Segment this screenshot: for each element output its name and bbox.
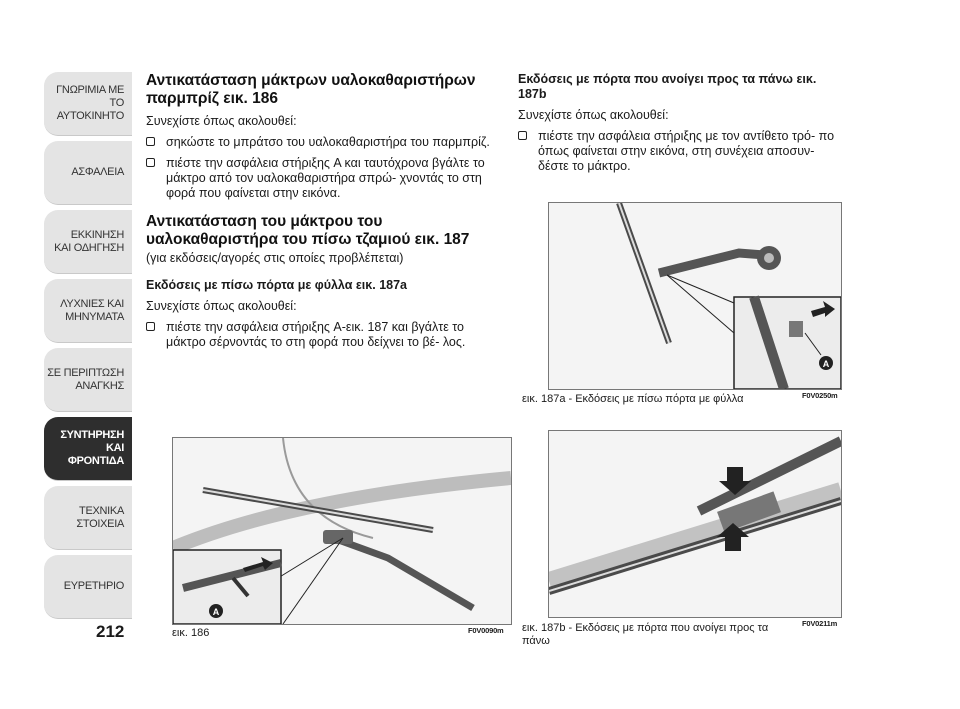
- bullet-text: σηκώστε το μπράτσο του υαλοκαθαριστήρα του παρμπρίζ.: [166, 135, 490, 149]
- figure-caption: εικ. 187a - Εκδόσεις με πίσω πόρτα με φύλλα: [522, 393, 744, 405]
- figure-187b: [548, 430, 842, 618]
- list-item: [146, 156, 504, 201]
- bullet-text: πιέστε την ασφάλεια στήριξης A και ταυτόχρονα βγάλτε το μάκτρο από τον υαλοκαθαριστήρα σπρώ- χνοντάς το στη φορά που φαίνεται στην εικόνα.: [166, 156, 485, 200]
- section-subtitle: (για εκδόσεις/αγορές στις οποίες προβλέπεται): [146, 251, 404, 265]
- bullet-text: πιέστε την ασφάλεια στήριξης A-εικ. 187 και βγάλτε το μάκτρο σέρνοντάς το στη φορά που δείχνει το βέ- λος.: [166, 320, 466, 349]
- figure-code: F0V0250m: [802, 391, 838, 400]
- tab-starting-driving[interactable]: ΕΚΚΙΝΗΣΗ ΚΑΙ ΟΔΗΓΗΣΗ: [44, 210, 132, 274]
- checkbox-bullet-icon: [518, 131, 527, 140]
- list-item: [146, 135, 504, 150]
- figure-186: [172, 437, 512, 625]
- subsection-title-double-door: Εκδόσεις με πίσω πόρτα με φύλλα εικ. 187a: [146, 278, 408, 292]
- section-title-windscreen-blades: Αντικατάσταση μάκτρων υαλοκαθαριστήρων παρμπρίζ εικ. 186: [146, 72, 476, 107]
- wiper-illustration-186: [173, 438, 511, 624]
- section-title-rear-blade: Αντικατάσταση του μάκτρου του υαλοκαθαριστήρα του πίσω τζαμιού εικ. 187: [146, 213, 470, 248]
- checkbox-bullet-icon: [146, 158, 155, 167]
- tab-maintenance[interactable]: ΣΥΝΤΗΡΗΣΗ ΚΑΙ ΦΡΟΝΤΙΔΑ: [44, 417, 132, 481]
- bullet-text: πιέστε την ασφάλεια στήριξης με τον αντίθετο τρό- πο όπως φαίνεται στην εικόνα, στη συνέχεια αποσυν- δέστε το μάκτρο.: [538, 129, 835, 173]
- tab-index[interactable]: ΕΥΡΕΤΗΡΙΟ: [44, 555, 132, 619]
- subsection-title-tailgate: Εκδόσεις με πόρτα που ανοίγει προς τα πάνω εικ. 187b: [518, 72, 817, 101]
- figure-caption: εικ. 187b - Εκδόσεις με πόρτα που ανοίγει προς τα πάνω: [522, 622, 769, 647]
- right-column: [518, 72, 848, 180]
- tab-technical-data[interactable]: ΤΕΧΝΙΚΑ ΣΤΟΙΧΕΙΑ: [44, 486, 132, 550]
- marker-label: A: [212, 607, 220, 617]
- page-number: 212: [96, 622, 125, 641]
- figure-code: F0V0090m: [468, 626, 504, 635]
- wiper-illustration-187b: [549, 431, 841, 617]
- tab-getting-to-know[interactable]: ΓΝΩΡΙΜΙΑ ΜΕ ΤΟ ΑΥΤΟΚΙΝΗΤΟ: [44, 72, 132, 136]
- wiper-illustration-187a: [549, 203, 841, 389]
- list-item: [518, 129, 848, 174]
- left-column: [146, 72, 504, 356]
- list-item: [146, 320, 504, 350]
- intro-text: Συνεχίστε όπως ακολουθεί:: [518, 108, 669, 122]
- marker-label: A: [822, 359, 830, 369]
- tab-warning-lights[interactable]: ΛΥΧΝΙΕΣ ΚΑΙ ΜΗΝΥΜΑΤΑ: [44, 279, 132, 343]
- intro-text: Συνεχίστε όπως ακολουθεί:: [146, 299, 297, 313]
- intro-text: Συνεχίστε όπως ακολουθεί:: [146, 114, 297, 128]
- checkbox-bullet-icon: [146, 322, 155, 331]
- figure-code: F0V0211m: [802, 619, 838, 628]
- tab-emergency[interactable]: ΣΕ ΠΕΡΙΠΤΩΣΗ ΑΝΑΓΚΗΣ: [44, 348, 132, 412]
- tab-safety[interactable]: ΑΣΦΑΛΕΙΑ: [44, 141, 132, 205]
- figure-187a: [548, 202, 842, 390]
- figure-caption: εικ. 186: [172, 627, 210, 639]
- checkbox-bullet-icon: [146, 137, 155, 146]
